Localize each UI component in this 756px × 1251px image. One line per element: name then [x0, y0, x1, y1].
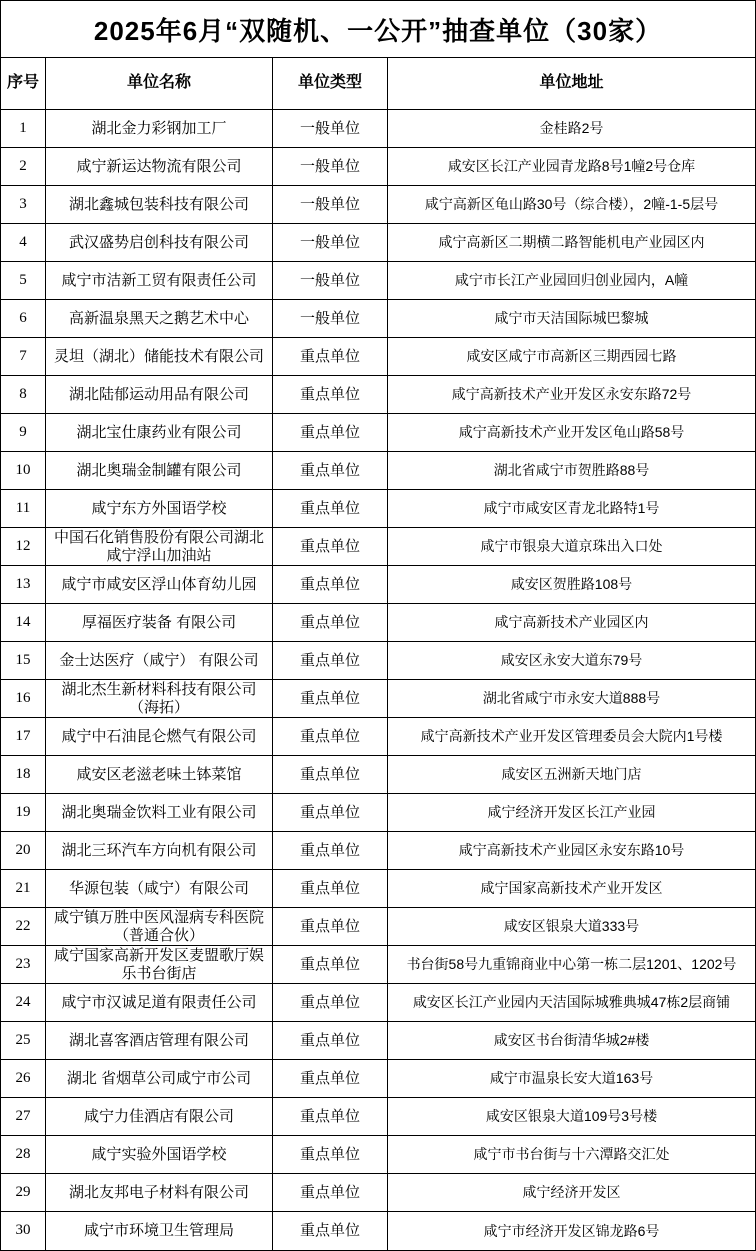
unit-type: 重点单位 — [273, 870, 388, 908]
row-no: 6 — [1, 300, 46, 338]
table-row — [1, 984, 755, 1022]
unit-type: 重点单位 — [273, 528, 388, 566]
unit-name: 湖北宝仕康药业有限公司 — [46, 414, 273, 452]
unit-type: 重点单位 — [273, 680, 388, 718]
unit-type: 重点单位 — [273, 566, 388, 604]
unit-name: 咸宁国家高新开发区麦盟歌厅娱乐书台街店 — [46, 946, 273, 984]
unit-address: 咸宁经济开发区 — [388, 1174, 755, 1212]
unit-address: 咸安区长江产业园青龙路8号1幢2号仓库 — [388, 148, 755, 186]
unit-address: 咸宁国家高新技术产业开发区 — [388, 870, 755, 908]
row-no: 13 — [1, 566, 46, 604]
row-no: 25 — [1, 1022, 46, 1060]
column-header-address: 单位地址 — [388, 58, 755, 110]
row-no: 22 — [1, 908, 46, 946]
row-no: 18 — [1, 756, 46, 794]
table-row — [1, 566, 755, 604]
unit-name: 湖北杰生新材料科技有限公司（海拓） — [46, 680, 273, 718]
unit-name: 咸宁市洁新工贸有限责任公司 — [46, 262, 273, 300]
unit-name: 咸安区老滋老味土钵菜馆 — [46, 756, 273, 794]
table-row — [1, 832, 755, 870]
unit-name: 咸宁新运达物流有限公司 — [46, 148, 273, 186]
unit-name: 咸宁中石油昆仑燃气有限公司 — [46, 718, 273, 756]
unit-type: 重点单位 — [273, 1174, 388, 1212]
unit-type: 重点单位 — [273, 832, 388, 870]
unit-address: 咸宁高新技术产业园区永安东路10号 — [388, 832, 755, 870]
row-no: 5 — [1, 262, 46, 300]
unit-address: 咸宁市书台街与十六潭路交汇处 — [388, 1136, 755, 1174]
unit-type: 重点单位 — [273, 490, 388, 528]
row-no: 11 — [1, 490, 46, 528]
unit-address: 咸安区永安大道东79号 — [388, 642, 755, 680]
row-no: 21 — [1, 870, 46, 908]
row-no: 9 — [1, 414, 46, 452]
unit-name: 咸宁镇万胜中医风湿病专科医院（普通合伙） — [46, 908, 273, 946]
unit-type: 一般单位 — [273, 110, 388, 148]
table-row — [1, 110, 755, 148]
unit-name: 华源包装（咸宁）有限公司 — [46, 870, 273, 908]
table-row — [1, 1022, 755, 1060]
table-row — [1, 680, 755, 718]
table-header-row — [1, 58, 755, 110]
table-row — [1, 794, 755, 832]
row-no: 15 — [1, 642, 46, 680]
unit-address: 咸宁高新技术产业开发区永安东路72号 — [388, 376, 755, 414]
row-no: 17 — [1, 718, 46, 756]
unit-address: 湖北省咸宁市永安大道888号 — [388, 680, 755, 718]
table-row — [1, 528, 755, 566]
unit-type: 重点单位 — [273, 376, 388, 414]
row-no: 7 — [1, 338, 46, 376]
row-no: 14 — [1, 604, 46, 642]
unit-type: 重点单位 — [273, 718, 388, 756]
unit-name: 厚福医疗装备 有限公司 — [46, 604, 273, 642]
table-row — [1, 452, 755, 490]
unit-name: 湖北金力彩钢加工厂 — [46, 110, 273, 148]
table-row — [1, 1060, 755, 1098]
column-header-type: 单位类型 — [273, 58, 388, 110]
unit-address: 咸安区咸宁市高新区三期西园七路 — [388, 338, 755, 376]
unit-type: 重点单位 — [273, 1060, 388, 1098]
row-no: 23 — [1, 946, 46, 984]
unit-address: 咸安区银泉大道109号3号楼 — [388, 1098, 755, 1136]
unit-address: 咸宁市天洁国际城巴黎城 — [388, 300, 755, 338]
unit-type: 重点单位 — [273, 1022, 388, 1060]
table-row — [1, 1098, 755, 1136]
unit-name: 金士达医疗（咸宁） 有限公司 — [46, 642, 273, 680]
unit-type: 重点单位 — [273, 414, 388, 452]
unit-type: 重点单位 — [273, 1136, 388, 1174]
unit-type: 一般单位 — [273, 224, 388, 262]
unit-name: 湖北 省烟草公司咸宁市公司 — [46, 1060, 273, 1098]
unit-name: 灵坦（湖北）储能技术有限公司 — [46, 338, 273, 376]
unit-address: 咸宁市银泉大道京珠出入口处 — [388, 528, 755, 566]
unit-type: 重点单位 — [273, 452, 388, 490]
unit-name: 咸宁实验外国语学校 — [46, 1136, 273, 1174]
unit-name: 武汉盛势启创科技有限公司 — [46, 224, 273, 262]
row-no: 8 — [1, 376, 46, 414]
row-no: 16 — [1, 680, 46, 718]
unit-address: 咸安区贺胜路108号 — [388, 566, 755, 604]
unit-address: 金桂路2号 — [388, 110, 755, 148]
unit-name: 湖北奥瑞金制罐有限公司 — [46, 452, 273, 490]
unit-address: 书台街58号九重锦商业中心第一栋二层1201、1202号 — [388, 946, 755, 984]
unit-type: 一般单位 — [273, 262, 388, 300]
table-row — [1, 376, 755, 414]
column-header-name: 单位名称 — [46, 58, 273, 110]
unit-name: 湖北陆郁运动用品有限公司 — [46, 376, 273, 414]
unit-name: 湖北三环汽车方向机有限公司 — [46, 832, 273, 870]
row-no: 24 — [1, 984, 46, 1022]
unit-name: 咸宁市咸安区浮山体育幼儿园 — [46, 566, 273, 604]
row-no: 29 — [1, 1174, 46, 1212]
table-row — [1, 1212, 755, 1250]
table-row — [1, 186, 755, 224]
unit-name: 咸宁市汉诚足道有限责任公司 — [46, 984, 273, 1022]
table-row — [1, 642, 755, 680]
table-row — [1, 756, 755, 794]
table-row — [1, 148, 755, 186]
unit-address: 咸安区银泉大道333号 — [388, 908, 755, 946]
unit-type: 重点单位 — [273, 338, 388, 376]
unit-type: 重点单位 — [273, 946, 388, 984]
unit-type: 一般单位 — [273, 148, 388, 186]
unit-address: 咸宁经济开发区长江产业园 — [388, 794, 755, 832]
unit-address: 咸安区长江产业园内天洁国际城雅典城47栋2层商铺 — [388, 984, 755, 1022]
row-no: 2 — [1, 148, 46, 186]
row-no: 28 — [1, 1136, 46, 1174]
table-row — [1, 1174, 755, 1212]
unit-name: 湖北友邦电子材料有限公司 — [46, 1174, 273, 1212]
row-no: 10 — [1, 452, 46, 490]
unit-address: 咸宁市咸安区青龙北路特1号 — [388, 490, 755, 528]
unit-type: 重点单位 — [273, 642, 388, 680]
unit-type: 重点单位 — [273, 984, 388, 1022]
unit-name: 高新温泉黑天之鹅艺术中心 — [46, 300, 273, 338]
table-row — [1, 338, 755, 376]
unit-type: 一般单位 — [273, 186, 388, 224]
row-no: 1 — [1, 110, 46, 148]
unit-address: 咸宁市长江产业园回归创业园内，A幢 — [388, 262, 755, 300]
row-no: 3 — [1, 186, 46, 224]
unit-type: 一般单位 — [273, 300, 388, 338]
unit-address: 咸宁高新区龟山路30号（综合楼），2幢-1-5层号 — [388, 186, 755, 224]
table-row — [1, 718, 755, 756]
row-no: 26 — [1, 1060, 46, 1098]
page-title: 2025年6月“双随机、一公开”抽查单位（30家） — [1, 1, 755, 58]
table-row — [1, 604, 755, 642]
row-no: 20 — [1, 832, 46, 870]
row-no: 30 — [1, 1212, 46, 1250]
unit-address: 咸宁高新技术产业园区内 — [388, 604, 755, 642]
unit-name: 湖北奥瑞金饮料工业有限公司 — [46, 794, 273, 832]
unit-address: 咸宁高新技术产业开发区龟山路58号 — [388, 414, 755, 452]
unit-type: 重点单位 — [273, 756, 388, 794]
table-row — [1, 870, 755, 908]
unit-name: 湖北鑫城包装科技有限公司 — [46, 186, 273, 224]
table-row — [1, 262, 755, 300]
unit-address: 咸宁市温泉长安大道163号 — [388, 1060, 755, 1098]
column-header-no: 序号 — [1, 58, 46, 110]
table-row — [1, 490, 755, 528]
unit-address: 咸宁市经济开发区锦龙路6号 — [483, 1222, 660, 1239]
table-row — [1, 946, 755, 984]
unit-address: 咸宁高新区二期横二路智能机电产业园区内 — [388, 224, 755, 262]
row-no: 19 — [1, 794, 46, 832]
table-row — [1, 414, 755, 452]
unit-type: 重点单位 — [273, 604, 388, 642]
unit-address: 湖北省咸宁市贺胜路88号 — [388, 452, 755, 490]
table-row — [1, 224, 755, 262]
unit-name: 咸宁市环境卫生管理局 — [46, 1212, 273, 1250]
row-no: 27 — [1, 1098, 46, 1136]
unit-type: 重点单位 — [273, 908, 388, 946]
table-row — [1, 908, 755, 946]
unit-type: 重点单位 — [273, 794, 388, 832]
unit-name: 咸宁东方外国语学校 — [46, 490, 273, 528]
unit-address: 咸安区五洲新天地门店 — [388, 756, 755, 794]
unit-address: 咸安区书台街清华城2#楼 — [388, 1022, 755, 1060]
unit-type: 重点单位 — [273, 1212, 388, 1250]
unit-address: 咸宁高新技术产业开发区管理委员会大院内1号楼 — [388, 718, 755, 756]
table-row — [1, 1136, 755, 1174]
row-no: 12 — [1, 528, 46, 566]
table-row — [1, 300, 755, 338]
unit-name: 中国石化销售股份有限公司湖北咸宁浮山加油站 — [46, 528, 273, 566]
unit-type: 重点单位 — [273, 1098, 388, 1136]
unit-name: 咸宁力佳酒店有限公司 — [46, 1098, 273, 1136]
unit-name: 湖北喜客酒店管理有限公司 — [46, 1022, 273, 1060]
table-body — [1, 110, 755, 1250]
row-no: 4 — [1, 224, 46, 262]
